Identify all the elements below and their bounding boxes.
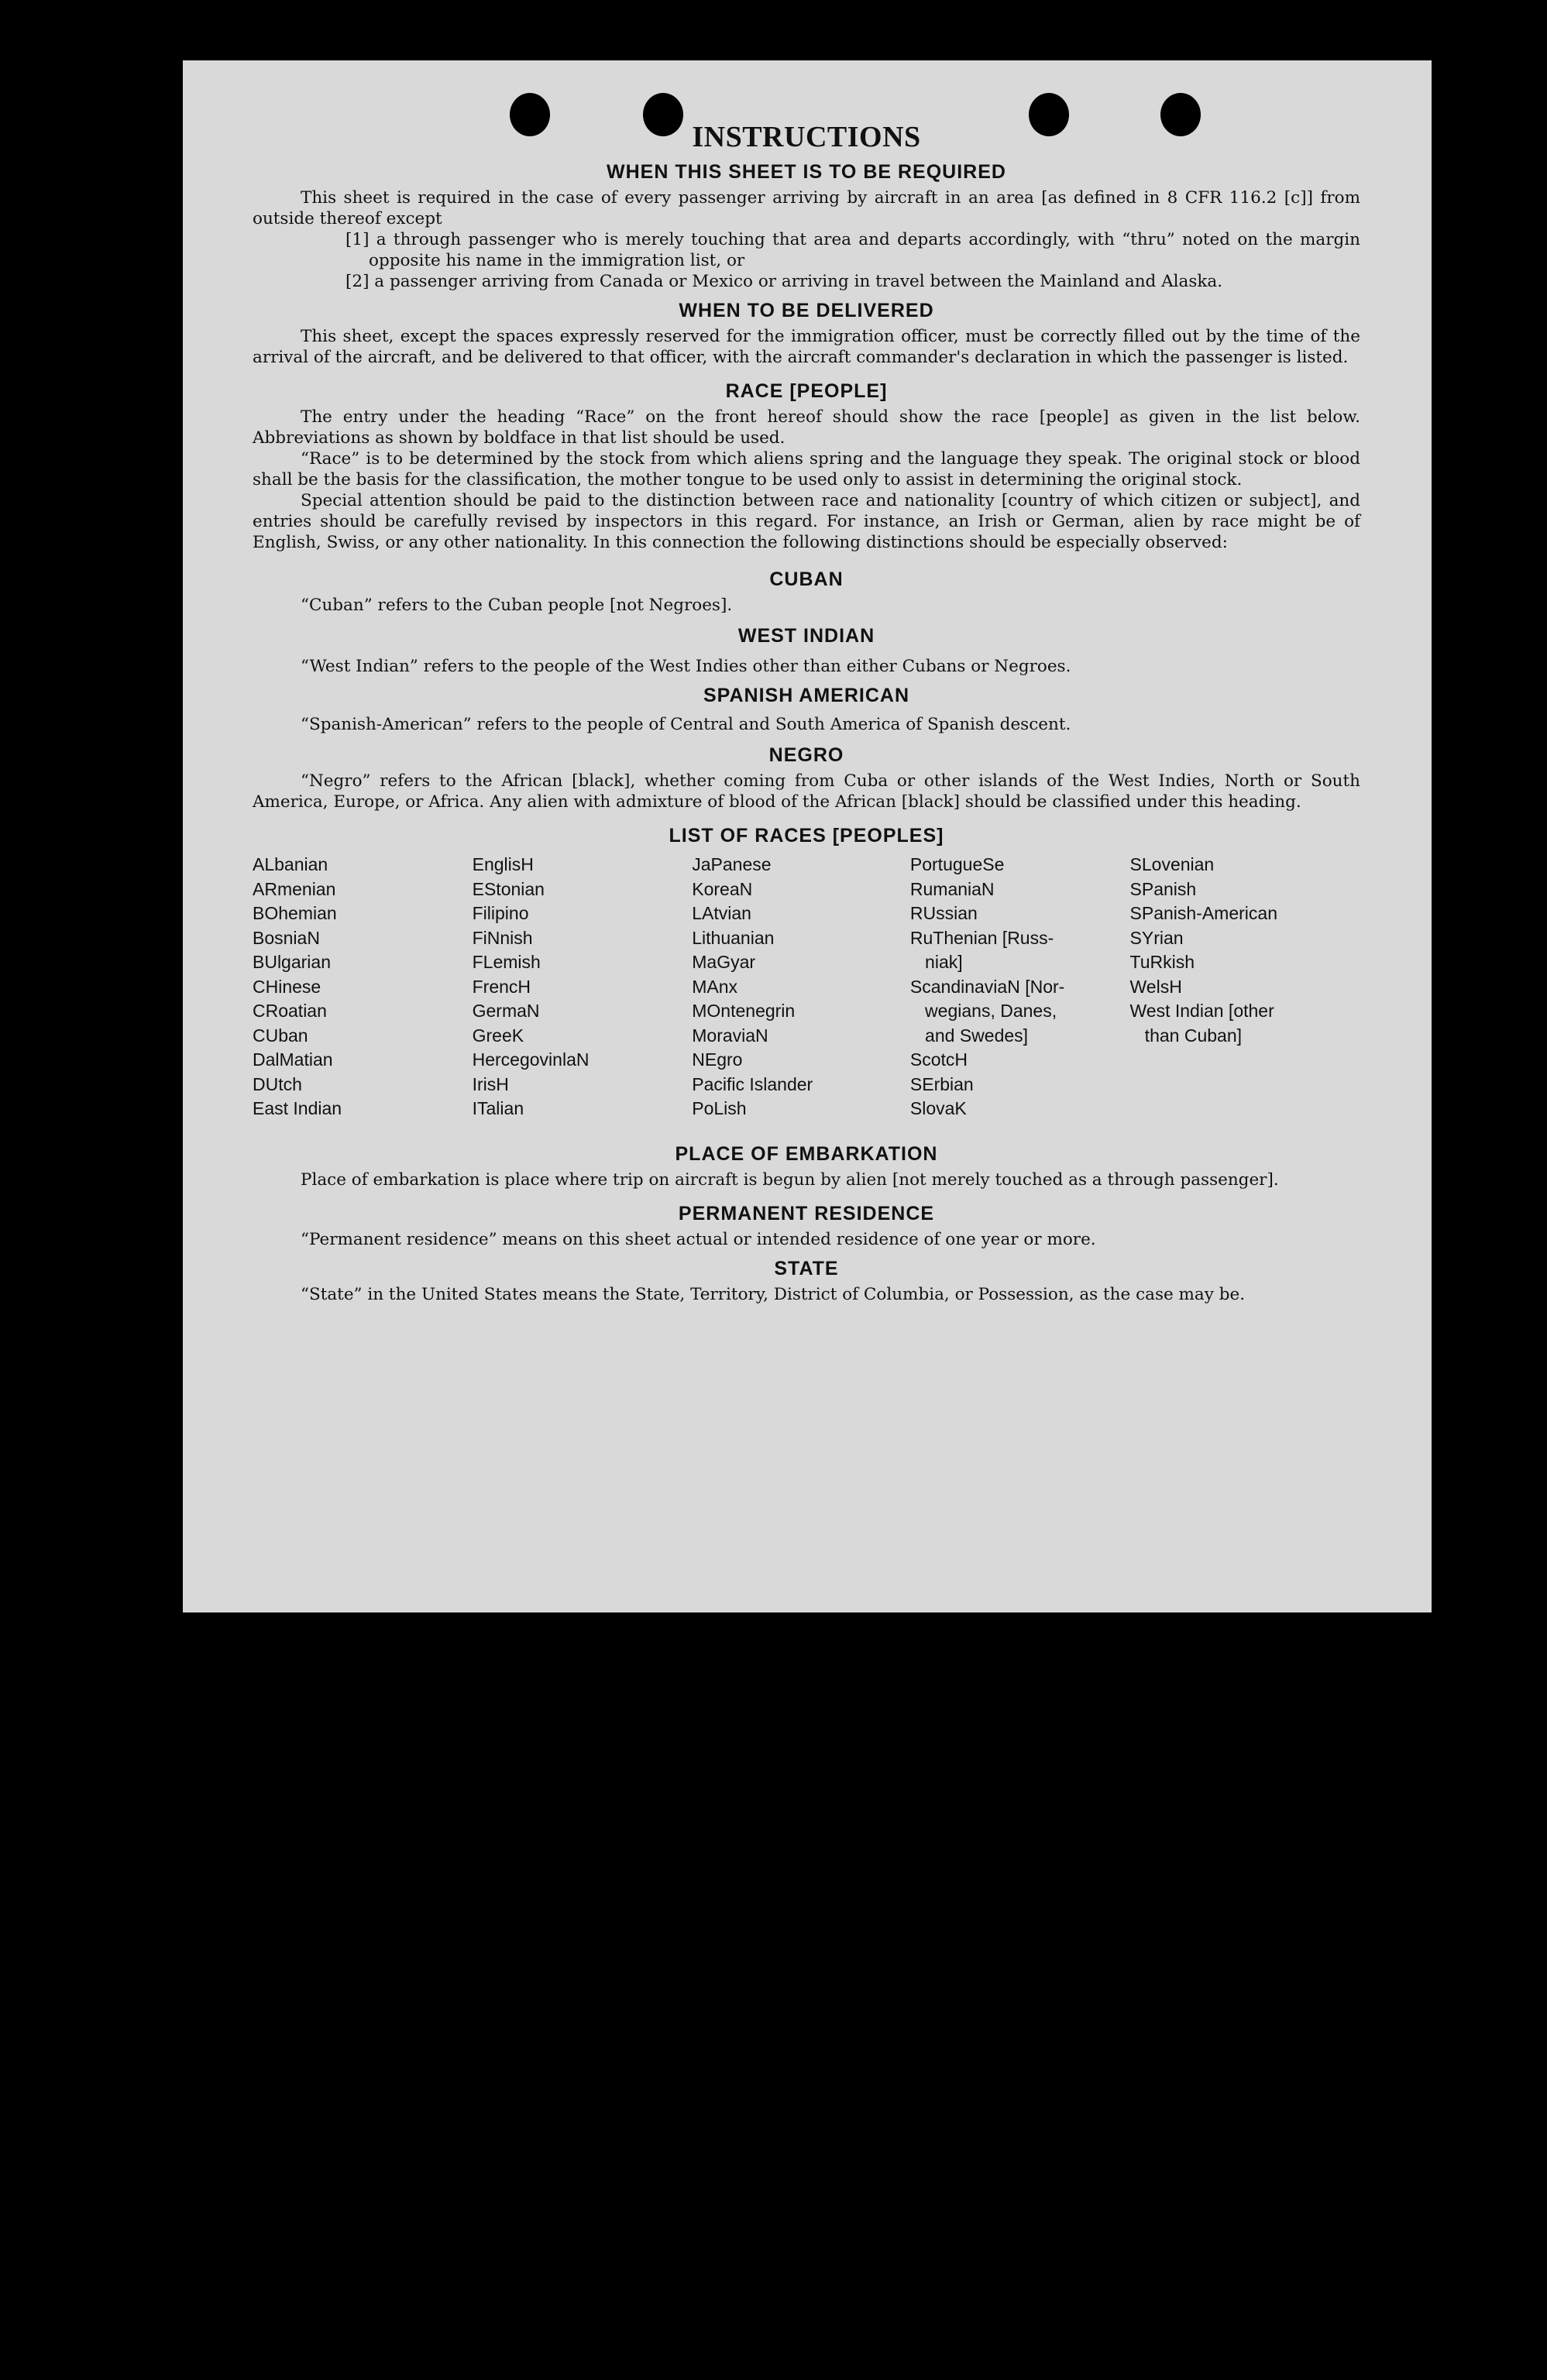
required-intro: This sheet is required in the case of every passenger arriving by aircraft in an area [as defined in 8 CFR 116.2 [c]] from outside thereof except: [253, 188, 1360, 228]
race-paragraph-2: “Race” is to be determined by the stock from which aliens spring and the language they speak. The original stock or blood shall be the basis for the classification, the mother tongue to be used only to assist in determining the original stock.: [253, 449, 1360, 489]
race-entry: JaPanese: [692, 854, 772, 874]
race-entry: and Swedes]: [909, 1025, 1029, 1046]
race-entry: CUban: [253, 1025, 308, 1046]
residence-text: “Permanent residence” means on this sheet actual or intended residence of one year or more.: [301, 1229, 1096, 1249]
race-entry: MoraviaN: [692, 1025, 768, 1046]
required-item-2: [2] a passenger arriving from Canada or Mexico or arriving in travel between the Mainland and Alaska.: [345, 272, 1223, 291]
races-column-2: [473, 853, 693, 1121]
race-entry: NEgro: [692, 1049, 743, 1070]
race-entry: TuRkish: [1129, 952, 1195, 972]
section-heading-negro: NEGRO: [768, 744, 844, 766]
race-entry: RUssian: [909, 903, 978, 923]
race-entry: SLovenian: [1129, 854, 1215, 874]
race-entry: FrencH: [472, 976, 531, 997]
race-entry: West Indian [other: [1129, 1001, 1274, 1021]
cuban-text: “Cuban” refers to the Cuban people [not Negroes].: [301, 596, 733, 615]
section-heading-required: WHEN THIS SHEET IS TO BE REQUIRED: [607, 161, 1006, 183]
race-entry: MOntenegrin: [692, 1001, 796, 1021]
race-entry: GermaN: [472, 1001, 540, 1021]
race-entry: DalMatian: [253, 1049, 333, 1070]
embarkation-text: Place of embarkation is place where trip on aircraft is begun by alien [not merely touched as a through passenger].: [301, 1169, 1279, 1190]
race-entry: Pacific Islander: [692, 1073, 813, 1094]
race-entry: EnglisH: [472, 854, 534, 874]
instruction-sheet: [183, 60, 1432, 1612]
race-entry: BOhemian: [253, 903, 337, 923]
race-entry: ALbanian: [253, 854, 328, 874]
races-column-1: [253, 853, 473, 1121]
race-entry: SErbian: [909, 1073, 974, 1094]
section-heading-spanish-american: SPANISH AMERICAN: [703, 685, 909, 706]
delivered-text: This sheet, except the spaces expressly reserved for the immigration officer, must be correctly filled out by the time of the arrival of the aircraft, and be delivered to that officer, with the aircraft commander's declaration in which the passenger is listed.: [253, 327, 1360, 367]
punch-hole: [1029, 93, 1069, 136]
race-entry: LAtvian: [692, 903, 751, 923]
race-entry: WelsH: [1129, 976, 1182, 997]
section-heading-residence: PERMANENT RESIDENCE: [678, 1202, 935, 1224]
section-heading-west-indian: WEST INDIAN: [737, 625, 875, 647]
race-entry: IrisH: [472, 1073, 509, 1094]
race-entry: DUtch: [253, 1073, 302, 1094]
race-entry: FLemish: [472, 952, 541, 972]
section-heading-cuban: CUBAN: [769, 568, 844, 590]
state-text: “State” in the United States means the State, Territory, District of Columbia, or Possession, as the case may be.: [301, 1284, 1246, 1304]
race-entry: than Cuban]: [1129, 1025, 1243, 1046]
west-indian-text: “West Indian” refers to the people of the West Indies other than either Cubans or Negroes.: [301, 657, 1071, 676]
punch-hole: [1160, 93, 1201, 136]
section-heading-race: RACE [PEOPLE]: [725, 380, 888, 402]
race-entry: HercegovinlaN: [472, 1049, 590, 1070]
punch-hole: [510, 93, 550, 136]
race-entry: GreeK: [472, 1025, 524, 1046]
race-entry: BUlgarian: [253, 952, 331, 972]
negro-text: “Negro” refers to the African [black], whether coming from Cuba or other islands of the West Indies, North or South America, Europe, or Africa. Any alien with admixture of blood of the African [black] should be classified under this heading.: [253, 771, 1360, 812]
race-entry: SlovaK: [909, 1098, 967, 1118]
section-heading-races: LIST OF RACES [PEOPLES]: [669, 825, 944, 847]
race-entry: CHinese: [253, 976, 321, 997]
race-entry: SPanish: [1129, 878, 1197, 899]
race-entry: KoreaN: [692, 878, 753, 899]
section-heading-state: STATE: [774, 1257, 839, 1279]
race-entry: SPanish-American: [1129, 903, 1277, 923]
race-entry: PoLish: [692, 1098, 747, 1118]
race-entry: ScandinaviaN [Nor-: [909, 976, 1065, 997]
section-heading-delivered: WHEN TO BE DELIVERED: [679, 300, 934, 321]
race-entry: ARmenian: [253, 878, 336, 899]
race-entry: Lithuanian: [692, 927, 775, 948]
required-item-1: [1] a through passenger who is merely touching that area and departs accordingly, with “thru” noted on the margin opposite his name in the immigration list, or: [345, 230, 1360, 270]
race-entry: EStonian: [472, 878, 545, 899]
race-entry: CRoatian: [253, 1001, 327, 1021]
page-title: INSTRUCTIONS: [692, 121, 921, 153]
section-heading-embarkation: PLACE OF EMBARKATION: [675, 1142, 938, 1165]
races-list: [253, 853, 1360, 1121]
race-paragraph-3: Special attention should be paid to the distinction between race and nationality [country of which citizen or subject], and entries should be carefully revised by inspectors in this regard. For instance, an Irish or German, alien by race might be of English, Swiss, or any other nationality. In this connection the following distinctions should be especially observed:: [253, 491, 1360, 552]
races-column-4: [910, 853, 1130, 1121]
race-entry: wegians, Danes,: [909, 1001, 1057, 1021]
punch-hole: [643, 93, 683, 136]
race-entry: SYrian: [1129, 927, 1184, 948]
race-entry: ITalian: [472, 1098, 524, 1118]
race-paragraph-1: The entry under the heading “Race” on the front hereof should show the race [people] as given in the list below. Abbreviations as shown by boldface in that list should be used.: [253, 407, 1360, 448]
race-entry: PortugueSe: [909, 854, 1005, 874]
spanish-american-text: “Spanish-American” refers to the people of Central and South America of Spanish descent.: [301, 715, 1071, 734]
race-entry: FiNnish: [472, 927, 533, 948]
race-entry: ScotcH: [909, 1049, 968, 1070]
race-entry: RumaniaN: [909, 878, 995, 899]
race-entry: RuThenian [Russ-: [909, 927, 1054, 948]
races-column-3: [692, 853, 910, 1121]
race-entry: BosniaN: [253, 927, 320, 948]
races-column-5: [1130, 853, 1361, 1121]
race-entry: MaGyar: [692, 952, 756, 972]
race-entry: East Indian: [253, 1098, 342, 1118]
race-entry: MAnx: [692, 976, 738, 997]
race-entry: Filipino: [472, 903, 529, 923]
race-entry: niak]: [909, 952, 963, 972]
